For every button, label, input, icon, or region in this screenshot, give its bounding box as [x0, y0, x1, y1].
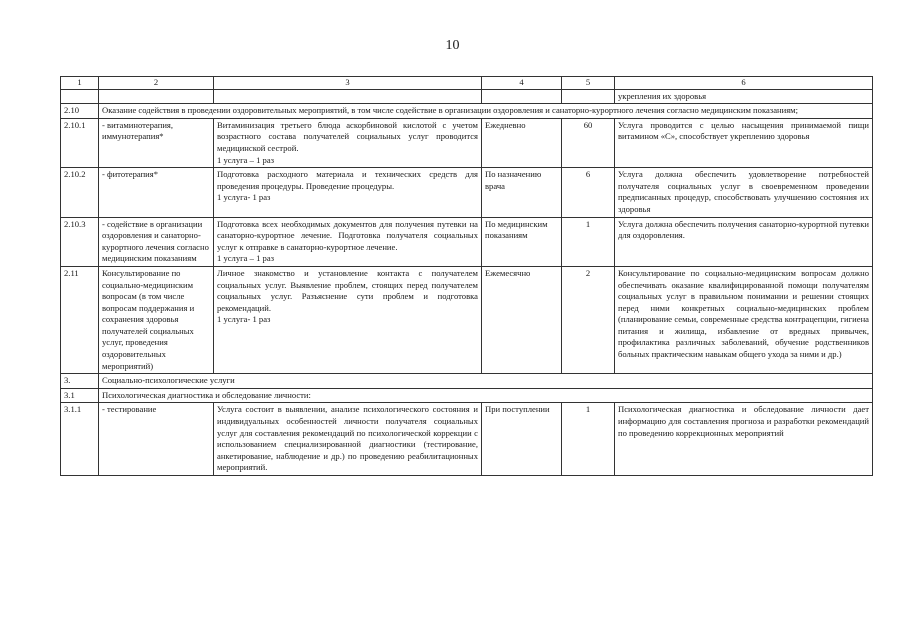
description-text: Витаминизация третьего блюда аскорбиновой кислотой с учетом возрастного состава получателей социальных услуг проводится медицинской сестрой. — [217, 119, 478, 153]
service-result: Услуга должна обеспечить удовлетворение потребностей получателя социальных услуг в своевременном проведении предписанных процедур, способствовать улучшению состояния их здоровья — [615, 168, 873, 217]
carry-over-row — [61, 89, 873, 104]
section-number: 3. — [61, 374, 99, 389]
services-table — [60, 76, 873, 476]
service-frequency: Ежедневно — [482, 118, 562, 167]
service-description — [214, 118, 482, 167]
service-frequency: По назначению врача — [482, 168, 562, 217]
service-unit: 1 услуга- 1 раз — [217, 192, 271, 203]
service-frequency: По медицинским показаниям — [482, 217, 562, 266]
service-result: Услуга проводится с целью насыщения принимаемой пищи витамином «С», способствует укреплению здоровья — [615, 118, 873, 167]
service-unit: 1 услуга – 1 раз — [217, 154, 275, 165]
service-result: Консультирование по социально-медицинским вопросам должно обеспечивать оказание квалифицированной помощи получателям социальных услуг в правильном понимании и решении стоящих перед ними конкретных социально-медицинских проблем (планирование семьи, современные средства контрацепции, гигиена питания и жилища, избавление от вредных привычек, профилактика различных заболеваний, обучение родственников больных практическим навыкам общего ухода за ними и др.) — [615, 266, 873, 373]
service-frequency: Ежемесячно — [482, 266, 562, 373]
table-row — [61, 266, 873, 373]
service-name: - витаминотерапия, иммунотерапия* — [99, 118, 214, 167]
row-number: 3.1.1 — [61, 403, 99, 476]
service-quantity: 2 — [562, 266, 615, 373]
section-title: Психологическая диагностика и обследование личности: — [99, 388, 873, 403]
service-name: - тестирование — [99, 403, 214, 476]
header-cell: 4 — [482, 77, 562, 90]
service-result: Услуга должна обеспечить получения санаторно-курортной путевки для оздоровления. — [615, 217, 873, 266]
page-number: 10 — [445, 38, 460, 53]
service-name: - фитотерапия* — [99, 168, 214, 217]
section-row — [61, 388, 873, 403]
service-quantity: 1 — [562, 217, 615, 266]
service-unit: 1 услуга- 1 раз — [217, 314, 271, 325]
table-row — [61, 217, 873, 266]
table-row — [61, 403, 873, 476]
row-number: 2.10.1 — [61, 118, 99, 167]
table-row — [61, 168, 873, 217]
service-quantity: 1 — [562, 403, 615, 476]
row-number: 2.10.2 — [61, 168, 99, 217]
row-number: 2.10.3 — [61, 217, 99, 266]
table-header-row — [61, 77, 873, 90]
service-description — [214, 168, 482, 217]
service-name: Консультирование по социально-медицинским вопросам (в том числе вопросам поддержания и сохранения здоровья получателей социальных услуг, проведения оздоровительных мероприятий) — [99, 266, 214, 373]
service-frequency: При поступлении — [482, 403, 562, 476]
service-description — [214, 217, 482, 266]
header-cell: 6 — [615, 77, 873, 90]
section-title: Оказание содействия в проведении оздоровительных мероприятий, в том числе содействие в организации оздоровления и санаторно-курортного лечения согласно медицинским показаниям; — [99, 104, 873, 119]
table-row — [61, 118, 873, 167]
section-number: 3.1 — [61, 388, 99, 403]
service-unit: 1 услуга – 1 раз — [217, 253, 275, 264]
service-name: - содействие в организации оздоровления и санаторно-курортного лечения согласно медицинским показаниям — [99, 217, 214, 266]
service-quantity: 6 — [562, 168, 615, 217]
service-description: Услуга состоит в выявлении, анализе психологического состояния и индивидуальных особенностей личности получателя социальных услуг для составления рекомендаций по психологической коррекции с использованием специализированной диагностики (тестирование, анкетирование, наблюдение и др.) по проведению реабилитационных мероприятий. — [214, 403, 482, 476]
carry-over-text: укрепления их здоровья — [615, 89, 873, 104]
section-title: Социально-психологические услуги — [99, 374, 873, 389]
service-description — [214, 266, 482, 373]
service-quantity: 60 — [562, 118, 615, 167]
description-text: Подготовка расходного материала и технических средств для проведения процедуры. Проведение процедуры. — [217, 169, 478, 191]
header-cell: 2 — [99, 77, 214, 90]
header-cell: 1 — [61, 77, 99, 90]
section-row — [61, 104, 873, 119]
section-row — [61, 374, 873, 389]
section-number: 2.10 — [61, 104, 99, 119]
header-cell: 5 — [562, 77, 615, 90]
service-result: Психологическая диагностика и обследование личности дает информацию для составления прогноза и разработки рекомендаций по проведению коррекционных мероприятий — [615, 403, 873, 476]
header-cell: 3 — [214, 77, 482, 90]
row-number: 2.11 — [61, 266, 99, 373]
description-text: Личное знакомство и установление контакта с получателем социальных услуг. Выявление проблем, стоящих перед получателем социальных услуг. Разъяснение сути проблем и подготовка рекомендаций. — [217, 267, 478, 313]
description-text: Подготовка всех необходимых документов для получения путевки на санаторно-курортное лечение. Подготовка получателя социальных услуг к отправке в санаторно-курортное лечение. — [217, 218, 478, 252]
